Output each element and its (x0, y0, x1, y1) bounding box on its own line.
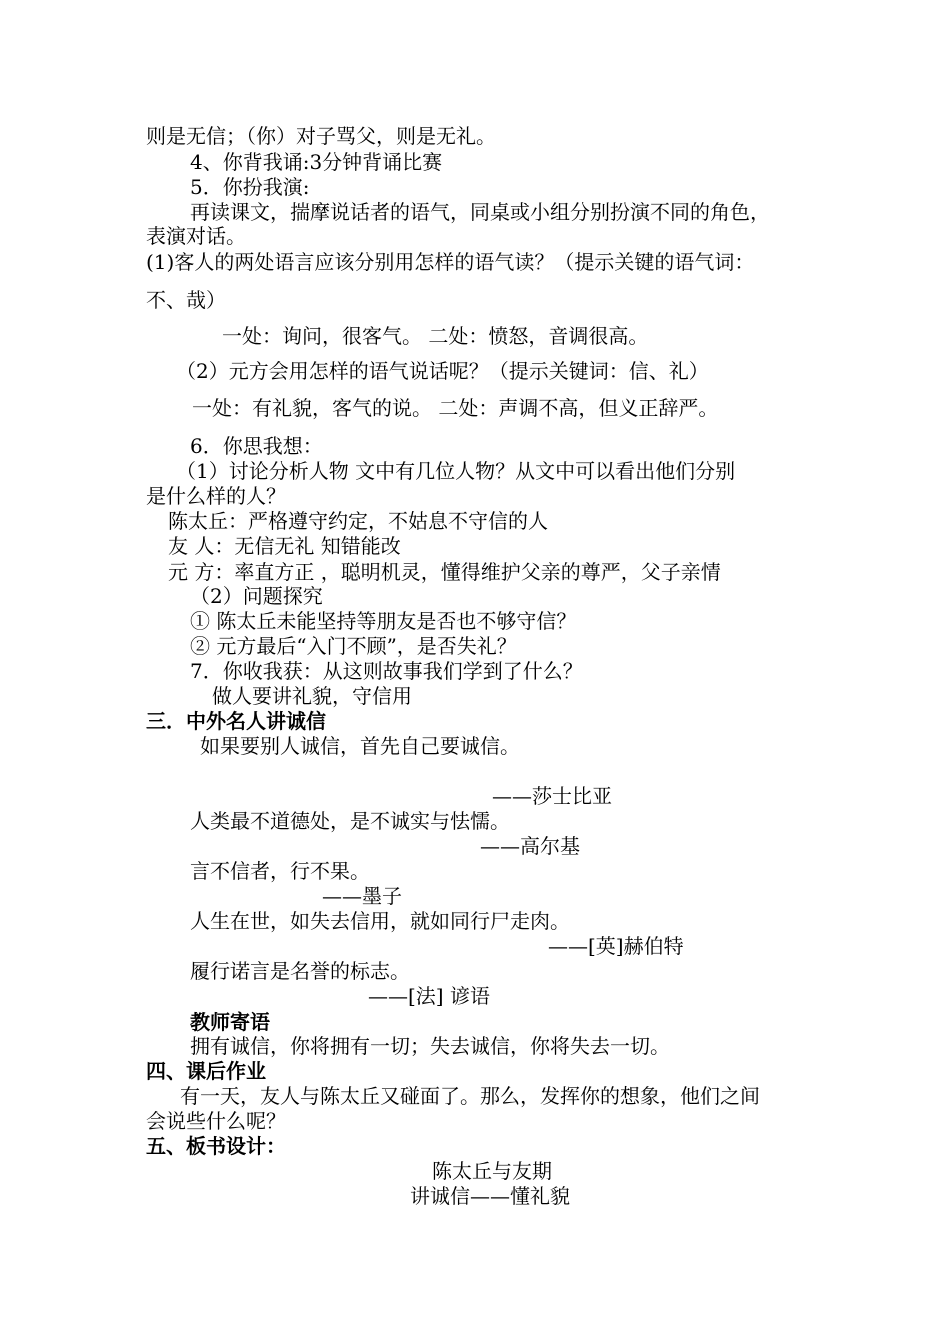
text-line: 5．你扮我演: (190, 175, 310, 199)
text-line: 4、你背我诵:3分钟背诵比赛 (190, 150, 443, 174)
text-line: 是什么样的人？ (146, 484, 286, 508)
text-line: (1)客人的两处语言应该分别用怎样的语气读？（提示关键的语气词： (146, 250, 755, 274)
quote-text: 人生在世，如失去信用，就如同行尸走肉。 (190, 909, 570, 933)
text-line: （2）元方会用怎样的语气说话呢？（提示关键词：信、礼） (176, 359, 709, 383)
board-line: 讲诚信——懂礼貌 (410, 1184, 570, 1208)
text-line: 会说些什么呢？ (146, 1109, 286, 1133)
quote-author: ——高尔基 (480, 834, 580, 858)
quote-text: 履行诺言是名誉的标志。 (190, 959, 410, 983)
text-line: 有一天，友人与陈太丘又碰面了。那么，发挥你的想象，他们之间 (180, 1084, 760, 1108)
text-line: 拥有诚信，你将拥有一切；失去诚信，你将失去一切。 (190, 1034, 670, 1058)
section-heading: 三．中外名人讲诚信 (146, 709, 326, 733)
text-line: 再读课文，揣摩说话者的语气，同桌或小组分别扮演不同的角色， (190, 200, 770, 224)
text-line: 一处：有礼貌，客气的说。 二处：声调不高，但义正辞严。 (192, 396, 719, 420)
text-line: 做人要讲礼貌，守信用 (212, 684, 412, 708)
text-line: 表演对话。 (146, 224, 246, 248)
text-line: ② 元方最后“入门不顾”，是否失礼？ (190, 634, 517, 658)
board-title: 陈太丘与友期 (432, 1159, 552, 1183)
text-line: 7．你收我获：从这则故事我们学到了什么？ (190, 659, 583, 683)
text-line: 不、哉） (146, 288, 226, 312)
text-line: 陈太丘：严格遵守约定，不姑息不守信的人 (168, 509, 548, 533)
text-line: 一处：询问，很客气。 二处：愤怒，音调很高。 (222, 324, 649, 348)
section-heading: 五、板书设计： (146, 1134, 286, 1158)
text-line: ① 陈太丘未能坚持等朋友是否也不够守信？ (190, 609, 577, 633)
subheading: 教师寄语 (190, 1010, 270, 1034)
quote-author: ——莎士比亚 (492, 784, 612, 808)
quote-text: 言不信者，行不果。 (190, 859, 370, 883)
text-line: （1）讨论分析人物 文中有几位人物？从文中可以看出他们分别 (176, 459, 736, 483)
text-line: 元 方：率直方正 ，聪明机灵，懂得维护父亲的尊严，父子亲情 (168, 560, 721, 584)
section-heading: 四、课后作业 (146, 1059, 266, 1083)
quote-author: ——[法] 谚语 (368, 984, 490, 1008)
quote-author: ——[英]赫伯特 (548, 934, 684, 958)
quote-text: 如果要别人诚信，首先自己要诚信。 (200, 734, 520, 758)
text-line: 友 人：无信无礼 知错能改 (168, 534, 401, 558)
text-line: 6．你思我想： (190, 434, 323, 458)
text-line: （2）问题探究 (190, 584, 323, 608)
quote-author: ——墨子 (322, 884, 402, 908)
quote-text: 人类最不道德处，是不诚实与怯懦。 (190, 809, 510, 833)
text-line: 则是无信；（你）对子骂父，则是无礼。 (146, 124, 496, 148)
